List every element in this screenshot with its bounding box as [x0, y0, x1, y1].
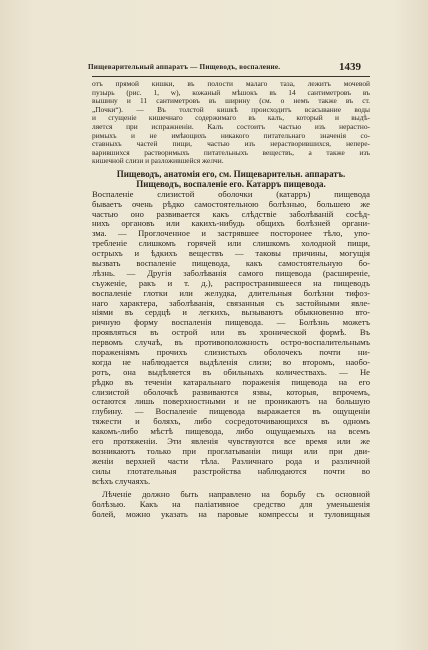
text-line: слизистой оболочкѣ развиваются язвы, которыя, впрочемъ,: [92, 387, 370, 397]
text-line: кишечной слизи и разложившейся желчи.: [92, 157, 224, 166]
text-line: вызвать воспаленіе пищевода, какъ самостоятельную бо-: [92, 258, 370, 268]
text-line: ротъ, она выдѣляется въ обильныхъ количествахъ. — Не: [92, 367, 370, 377]
text-line: силы глотательныя разстройства наблюдаются почти во: [92, 466, 370, 476]
text-line: частью оно развивается какъ слѣдствіе заболѣваній сосѣд-: [92, 209, 370, 219]
text-line: „Почки“). — Въ толстой кишкѣ происходитъ всасывание воды: [92, 105, 370, 114]
text-line: когда не наблюдается выдѣленія слизи; во второмъ, наобо-: [92, 357, 370, 367]
top-paragraph: [92, 80, 370, 166]
text-line: лѣзнь. — Другія заболѣванія самого пищевода (расширеніе,: [92, 268, 370, 278]
text-line: зма. — Проглоченное и застрявшее посторонее тѣло, упо-: [92, 229, 370, 239]
text-line: ричную форму воспаленія пищевода. — Болѣзнь можетъ: [92, 318, 370, 328]
text-line: его протяженіи. Эти явленія чувствуются все время или же: [92, 436, 370, 446]
text-line: и сгущеніе кишечнаго содержимаго въ калъ, который и выдѣ-: [92, 114, 370, 123]
text-line: тяжести и боляхъ, либо сосредоточивающихся въ одномъ: [92, 417, 370, 427]
main-paragraph: [92, 190, 370, 487]
text-line: глубину. — Воспаленіе пищевода выражается въ ощущеніи: [92, 407, 370, 417]
text-line: Лѣченіе должно быть направлено на борьбу съ основной: [102, 490, 370, 500]
text-line: наго характера, заболѣванія, связанныя съ застойными явле-: [92, 298, 370, 308]
header-rule: [92, 76, 370, 77]
page-number: 1439: [339, 61, 361, 73]
text-line: первомъ случаѣ, въ противоположность остро-воспалительнымъ: [92, 338, 370, 348]
article-heading: Пищеводъ, воспаленіе его. Катарръ пищевода.: [136, 179, 326, 189]
text-line: бываетъ очень рѣдко самостоятельною болѣзнью, большею же: [92, 199, 370, 209]
text-line: Воспаленіе слизистой оболочки (катарръ) пищевода: [92, 189, 370, 199]
text-line: отъ прямой кишки, въ полости малаго таза, лежитъ мочевой: [92, 80, 370, 88]
text-line: съуженіе, ракъ и т. д.), распространившееся на пищеводъ: [92, 278, 370, 288]
page-text: [92, 80, 370, 520]
text-line: воспаленіе глотки или желудка, длительныя болѣзни тифоз-: [92, 288, 370, 298]
text-line: пораженіямъ прочихъ слизистыхъ оболочекъ почти ни-: [92, 347, 370, 357]
running-header: Пищеварительный аппаратъ — Пищеводъ, воспаление.: [88, 63, 281, 71]
text-line: ставныхъ частей пищи, частью изъ нерастворившихся, непере-: [92, 140, 370, 149]
headings: [92, 170, 370, 190]
text-line: рѣдко въ теченіи катаральнаго пораженія пищевода на его: [92, 377, 370, 387]
text-line: болѣзью. Какъ на паліативное средство для уменьшенія: [92, 500, 370, 510]
text-line: какомъ-либо мѣстѣ пищевода, либо ощущаемыхъ на всемъ: [92, 427, 370, 437]
text-line: острыхъ и ѣдкихъ веществъ — таковы причины, могущія: [92, 249, 370, 259]
text-line: всѣхъ случаяхъ.: [92, 476, 151, 486]
text-line: нихъ органовъ или какихъ-нибудь общихъ болѣзней органи-: [92, 219, 370, 229]
text-line: остаются лишь поверхностными и не проникаютъ на большую: [92, 397, 370, 407]
cross-reference-heading: Пищеводъ, анатомія его, см. Пищеварительн. аппаратъ.: [116, 169, 346, 179]
text-line: женіи верхней части тѣла. Различнаго рода и различной: [92, 456, 370, 466]
text-line: возникаютъ только при проглатываніи пищи или при дви-: [92, 446, 370, 456]
text-line: ніями въ сердцѣ и легкихъ, вызываютъ обыкновенно вто-: [92, 308, 370, 318]
text-line: вышину и 11 сантиметровъ въ ширину (см. о немъ также въ ст.: [92, 97, 370, 106]
text-line: варившихся растворимыхъ питательныхъ веществъ, а также изъ: [92, 148, 370, 157]
text-line: требленіе слишкомъ горячей или слишкомъ холодной пищи,: [92, 239, 370, 249]
text-line: проявляться въ острой или въ хронической формѣ. Въ: [92, 328, 370, 338]
text-line: болей, можно указать на паровые компрессы и туловищныя: [92, 510, 370, 520]
text-line: пузырь (рис. 1, w), кожаный мѣшокъ въ 14 сантиметровъ въ: [92, 88, 370, 97]
last-paragraph: [92, 490, 370, 520]
text-line: ляется при испражненіи. Калъ состоитъ частью изъ нерастно-: [92, 122, 370, 131]
text-line: римыхъ и не имѣющихъ никакого питательнаго значенія со-: [92, 131, 370, 140]
